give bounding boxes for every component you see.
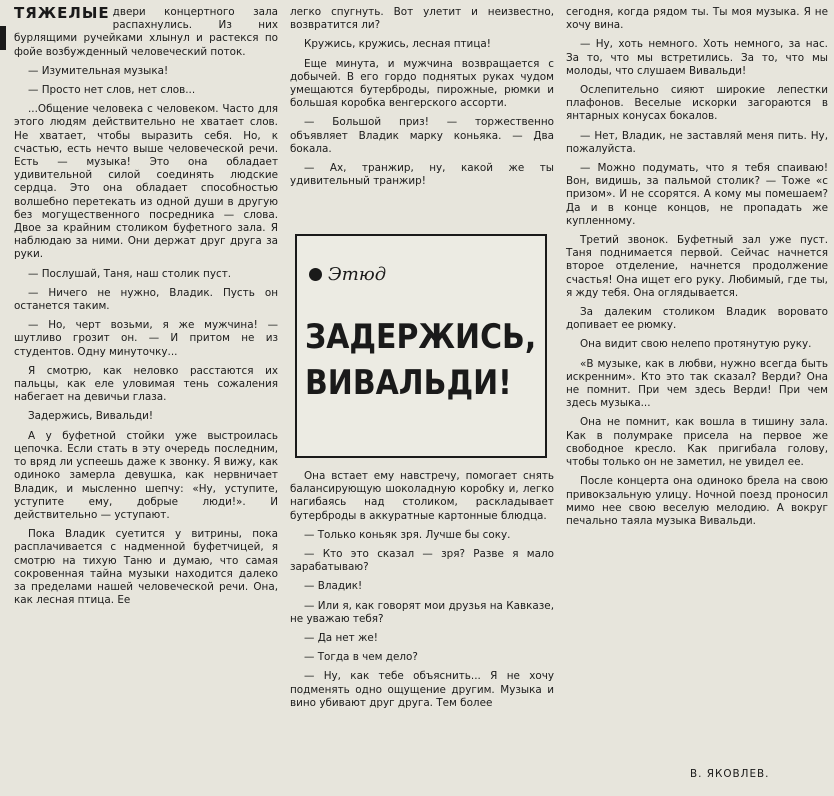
- headline-line-1: ЗАДЕРЖИСЬ,: [305, 317, 537, 357]
- paragraph: Она не помнит, как вошла в тишину зала. Как в полумраке присела на первое же свободное кресло. Как пригибала голову, чтобы только он не заметил, не увидел ее.: [566, 416, 828, 469]
- paragraph: легко спугнуть. Вот улетит и неизвестно, возвратится ли?: [290, 6, 554, 32]
- paragraph: — Просто нет слов, нет слов...: [28, 84, 196, 97]
- paragraph: — Кто это сказал — зря? Разве я мало зарабатываю?: [290, 548, 554, 574]
- paragraph: — Можно подумать, что я тебя спаиваю! Вон, видишь, за пальмой столик? — Тоже «с призом». И не ссорятся. А кому мы помешаем? Да и в конце концов, не пропадать же купленному.: [566, 162, 828, 227]
- paragraph: Она видит свою нелепо протянутую руку.: [580, 338, 812, 351]
- paragraph: Третий звонок. Буфетный зал уже пуст. Таня поднимается первой. Сейчас начнется второе отделение, начнется продолжение счастья! Она ищет его руку. Любимый, где ты, я жду тебя. Она оглядывается.: [566, 234, 828, 299]
- paragraph: Кружись, кружись, лесная птица!: [304, 38, 491, 51]
- title-box: [295, 234, 547, 458]
- paragraph: Ослепительно сияют широкие лепестки плафонов. Веселые искорки загораются в янтарных конусах бокалов.: [566, 84, 828, 123]
- lead-word: ТЯЖЕЛЫЕ: [14, 4, 110, 22]
- paragraph: — Большой приз! — торжественно объявляет Владик марку коньяка. — Два бокала.: [290, 116, 554, 155]
- paragraph: ...Общение человека с человеком. Часто для этого людям действительно не хватает слов. Не хватает, чтобы выразить себя. Но, к счастью, есть нечто выше человеческой речи. Есть — музыка! Это она обладает удивительной силой соединять людские сердца. Это она обладает способностью волшебно перетекать из одной души в другую без могущественного посредника — слова. Двое за крайним столиком буфетного зала. Я наблюдаю за ними. Они держат друг друга за руки.: [14, 103, 278, 261]
- column-1: [14, 6, 278, 613]
- rubric: [309, 264, 386, 285]
- column-rule-mark: [0, 26, 6, 50]
- paragraph: Пока Владик суетится у витрины, пока расплачивается с надменной буфетчицей, я смотрю на тихую Таню и думаю, что самая сокровенная тайна музыки находится далеко за пределами нашей человеческой речи. Она, как лесная птица. Ее: [14, 528, 278, 607]
- headline: [305, 314, 537, 406]
- paragraph: ТЯЖЕЛЫЕ двери концертного зала распахнулись. Из них бурлящими ручейками хлынул и растекся по фойе возбужденный человеческий поток.: [14, 4, 278, 58]
- paragraph: После концерта она одиноко брела на свою привокзальную улицу. Ночной поезд проносил мимо нее свою веселую мелодию. А вокруг печально таяла музыка Вивальди.: [566, 475, 828, 527]
- paragraph: — Да нет же!: [304, 632, 378, 645]
- paragraph: — Только коньяк зря. Лучше бы соку.: [304, 528, 511, 541]
- paragraph: — Или я, как говорят мои друзья на Кавказе, не уважаю тебя?: [290, 599, 554, 625]
- paragraph: — Владик!: [304, 580, 363, 593]
- column-2-bottom: [290, 470, 554, 716]
- paragraph: Еще минута, и мужчина возвращается с добычей. В его гордо поднятых руках чудом умещаются бутерброды, пирожные, рюмки и большая коробка венгерского ассорти.: [290, 57, 554, 110]
- column-2-top: [290, 6, 554, 194]
- paragraph: Я смотрю, как неловко расстаются их пальцы, как еле уловимая тень сожаления набегает на девичьи глаза.: [14, 364, 278, 404]
- author-signature: В. ЯКОВЛЕВ.: [690, 768, 770, 780]
- paragraph: — Изумительная музыка!: [28, 64, 169, 77]
- paragraph: — Нет, Владик, не заставляй меня пить. Ну, пожалуйста.: [566, 129, 828, 155]
- paragraph: — Ничего не нужно, Владик. Пусть он останется таким.: [14, 286, 278, 313]
- headline-line-2: ВИВАЛЬДИ!: [305, 363, 512, 403]
- paragraph: — Тогда в чем дело?: [304, 651, 418, 664]
- paragraph: А у буфетной стойки уже выстроилась цепочка. Если стать в эту очередь последним, то вряд ли успеешь даже к звонку. Я вижу, как одиноко замерла девушка, как нервничает Владик, и мысленно шепчу: «Ну, уступите, уступите ему, добрые люди!». И действительно — уступают.: [14, 429, 278, 521]
- paragraph: — Ну, как тебе объяснить... Я не хочу подменять одно ощущение другим. Музыка и вино убивают друг друга. Тем более: [290, 670, 554, 709]
- paragraph: сегодня, когда рядом ты. Ты моя музыка. Я не хочу вина.: [566, 6, 828, 32]
- paragraph: Она встает ему навстречу, помогает снять балансирующую шоколадную коробку и, легко нагибаясь над столиком, раскладывает бутерброды в аккуратные картонные блюдца.: [290, 470, 554, 522]
- paragraph: Задержись, Вивальди!: [28, 410, 153, 423]
- paragraph: — Послушай, Таня, наш столик пуст.: [28, 267, 232, 280]
- paragraph: За далеким столиком Владик воровато допивает ее рюмку.: [566, 306, 828, 332]
- paragraph: — Но, черт возьми, я же мужчина! — шутливо грозит он. — И притом не из студентов. Одну минуточку...: [14, 319, 278, 358]
- column-3: [566, 6, 828, 534]
- paragraph: — Ну, хоть немного. Хоть немного, за нас. За то, что мы встретились. За то, что мы молоды, что слушаем Вивальди!: [566, 38, 828, 77]
- paragraph: «В музыке, как в любви, нужно всегда быть искренним». Кто это так сказал? Верди? Она не помнит. При чем здесь Верди! При чем здесь музыка...: [566, 357, 828, 410]
- rubric-label: Этюд: [328, 264, 387, 285]
- bullet-icon: [309, 268, 322, 281]
- paragraph: — Ах, транжир, ну, какой же ты удивительный транжир!: [290, 162, 554, 188]
